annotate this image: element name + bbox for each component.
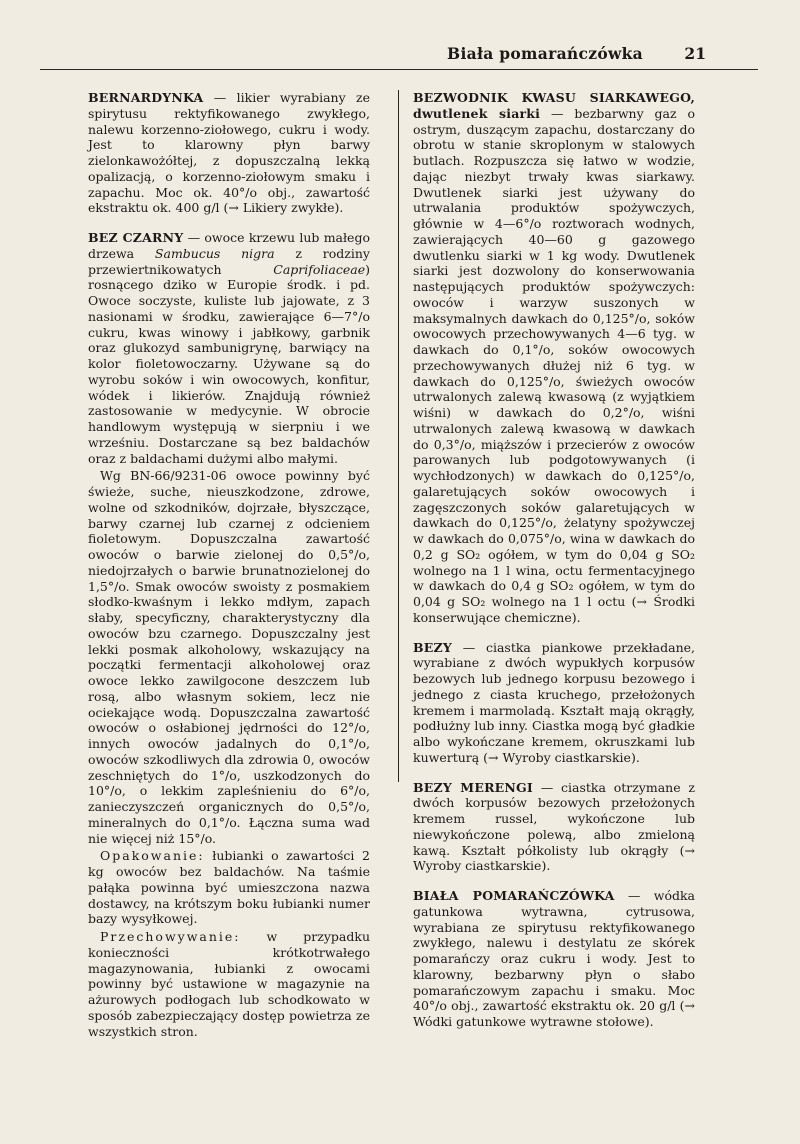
storage-paragraph xyxy=(88,929,370,1039)
entry-text xyxy=(413,888,695,1030)
entry-text xyxy=(88,230,370,466)
column-divider xyxy=(398,90,399,782)
entry-definition-part: ) rosnącego dziko w Europie środk. i pd. Owoce soczyste, kuliste lub jajowate, z 3 nasionami w środku, zawierające 6—7°/o cukru, kwas winowy i jabłkowy, garbnik oraz glukozyd sambunigrynę, barwiący na kolor fioletowoczarny. Używane są do wyrobu soków i win owocowych, konfitur, wódek i likierów. Znajdują również zastosowanie w medycynie. W obrocie handlowym występują w sierpniu i we wrześniu. Dostarczane są bez baldachów oraz z baldachami dużymi albo małymi. xyxy=(88,261,370,466)
page-number: 21 xyxy=(684,44,706,63)
entry-definition-part: z rodziny przewiertnikowatych xyxy=(88,245,370,277)
entry-definition: — ciastka otrzymane z dwóch korpusów bezowych przełożonych kremem russel, wykończone lub niewykończone polewą, albo zmieloną kawą. Kształt półkolisty lub okrągły (→ Wyroby ciastkarskie). xyxy=(413,779,695,874)
entry-headword: BERNARDYNKA xyxy=(88,90,204,105)
packaging-lead: Opakowanie: xyxy=(100,848,205,864)
entry-definition: — bezbarwny gaz o ostrym, duszącym zapachu, dostarczany do obrotu w stanie skroplonym w stalowych butlach. Rozpuszcza się łatwo w wodzie, dając niezbyt trwały kwas siarkawy. Dwutlenek siarki jest używany do utrwalania produktów spożywczych, głównie w 4—6°/o roztworach wodnych, zawierających 40—60 g gazowego dwutlenku siarki w 1 kg wody. Dwutlenek siarki jest dozwolony do konserwowania następujących produktów spożywczych: owoców i warzyw suszonych w maksymalnych dawkach do 0,125°/o, soków owocowych przechowywanych 4—6 tyg. w dawkach do 0,1°/o, soków owocowych przechowywanych dłużej niż 6 tyg. w dawkach do 0,125°/o, świeżych owoców utrwalonych zalewą kwasową (z wyjątkiem wiśni) w dawkach do 0,2°/o, wiśni utrwalonych zalewą kwasową w dawkach do 0,3°/o, miąższów i przecierów z owoców parowanych lub podgotowywanych (i wychłodzonych) w dawkach do 0,125°/o, galaretujących soków owocowych i zagęszczonych soków galaretujących w dawkach do 0,125°/o, żelatyny spożywczej w dawkach do 0,075°/o, wina w dawkach do 0,2 g SO₂ ogółem, w tym do 0,04 g SO₂ wolnego na 1 l wina, octu fermentacyjnego w dawkach do 0,4 g SO₂ ogółem, w tym do 0,04 g SO₂ wolnego na 1 l octu (→ Środki konserwujące chemiczne). xyxy=(413,105,695,625)
norm-paragraph xyxy=(88,468,370,846)
entry-definition-part: — owoce krzewu lub małego drzewa xyxy=(88,230,370,261)
entry-text xyxy=(88,90,370,216)
entry-definition: — likier wyrabiany ze spirytusu rektyfikowanego zwykłego, nalewu korzenno-ziołowego, cukru i wody. Jest to klarowny płyn barwy zielonkawożółtej, z dopuszczalną lekką opalizacją, o korzenno-ziołowym smaku i zapachu. Moc ok. 40°/o obj., zawartość ekstraktu ok. 400 g/l (→ Likiery zwykłe). xyxy=(88,90,370,216)
running-title: Biała pomarańczówka xyxy=(447,44,643,63)
entry-bez-czarny xyxy=(88,230,370,1039)
running-header xyxy=(40,40,758,70)
entry-bezwodnik xyxy=(413,90,695,626)
entry-headword: BEZY MERENGI xyxy=(413,779,533,795)
entry-headword: BEZY xyxy=(413,639,452,655)
entry-headword: BEZWODNIK KWASU SIARKAWEGO, dwutlenek siarki xyxy=(413,90,695,121)
storage-lead: Przechowywanie: xyxy=(100,929,241,944)
latin-name: Sambucus nigra xyxy=(154,245,275,261)
packaging-text: łubianki o zawartości 2 kg owoców bez baldachów. Na taśmie pałąka powinna być umieszczona nazwa dostawcy, na krótszym boku łubianki numer bazy wysyłkowej. xyxy=(88,848,370,927)
norm-text: Wg BN-66/9231-06 owoce powinny być świeże, suche, nieuszkodzone, zdrowe, wolne od szkodników, dojrzałe, błyszczące, barwy czarnej lub czarnej z odcieniem fioletowym. Dopuszczalna zawartość owoców o barwie zielonej do 0,5°/o, niedojrzałych o barwie brunatnozielonej do 1,5°/o. Smak owoców swoisty z posmakiem słodko-kwaśnym i lekko mdłym, zapach słaby, specyficzny, charakterystyczny dla owoców bzu czarnego. Dopuszczalny jest lekki posmak alkoholowy, wskazujący na początki fermentacji alkoholowej oraz owoce lekko zawilgocone deszczem lub rosą, albo własnym sokiem, lecz nie ociekające wodą. Dopuszczalna zawartość owoców o osłabionej jędrności do 12°/o, innych owoców jadalnych do 0,1°/o, owoców szkodliwych dla zdrowia 0, owoców zeschniętych do 1°/o, uszkodzonych do 10°/o, o lekkim zapleśnieniu do 6°/o, zanieczyszczeń organicznych do 0,5°/o, mineralnych do 0,1°/o. Łączna suma wad nie więcej niż 15°/o. xyxy=(88,468,370,846)
left-column xyxy=(88,90,370,1053)
entry-bernardynka xyxy=(88,90,370,216)
entry-biala-pomaranczowka xyxy=(413,888,695,1030)
entry-text xyxy=(413,640,695,766)
storage-text: w przypadku konieczności krótkotrwałego magazynowania, łubianki z owocami powinny być ustawione w magazynie na ażurowych podłogach lub schodkowato w sposób zabezpieczający dostęp powietrza ze wszystkich stron. xyxy=(88,929,370,1039)
latin-family: Caprifoliaceae xyxy=(273,261,366,277)
entry-bezy-merengi xyxy=(413,780,695,875)
entry-definition: — ciastka piankowe przekładane, wyrabiane z dwóch wypukłych korpusów bezowych lub jednego korpusu bezowego i jednego z ciasta kruchego, przełożonych kremem i marmoladą. Kształt mają okrągły, podłużny lub inny. Ciastka mogą być gładkie albo wykończane kremem, okruszkami lub kuwerturą (→ Wyroby ciastkarskie). xyxy=(413,639,695,765)
entry-bezy xyxy=(413,640,695,766)
entry-text xyxy=(413,90,695,626)
packaging-paragraph xyxy=(88,848,370,927)
entry-definition: — wódka gatunkowa wytrawna, cytrusowa, wyrabiana ze spirytusu rektyfikowanego zwykłego, nalewu i destylatu ze skórek pomarańczy oraz cukru i wody. Jest to klarowny, bezbarwny płyn o słabo pomarańczowym zapachu i smaku. Moc 40°/o obj., zawartość ekstraktu ok. 20 g/l (→ Wódki gatunkowe wytrawne stołowe). xyxy=(413,888,696,1029)
entry-headword: BIAŁA POMARAŃCZÓWKA xyxy=(413,888,615,903)
right-column xyxy=(413,90,695,1044)
entry-text xyxy=(413,780,695,875)
entry-headword: BEZ CZARNY xyxy=(88,230,184,245)
